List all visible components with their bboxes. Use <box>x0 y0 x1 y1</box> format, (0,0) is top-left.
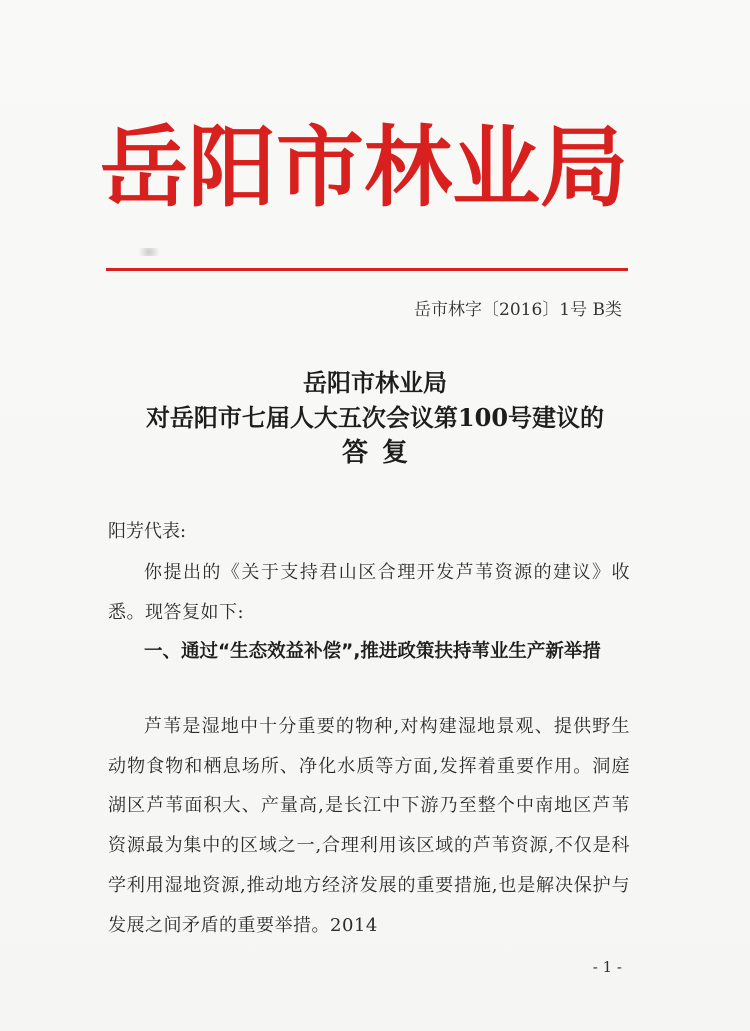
scan-speck <box>134 248 164 256</box>
salutation: 阳芳代表: <box>108 521 187 542</box>
title-line-1: 岳阳市林业局 <box>303 368 447 397</box>
body-paragraph: 芦苇是湿地中十分重要的物种,对构建湿地景观、提供野生动物食物和栖息场所、净化水质等方面,发挥着重要作用。洞庭湖区芦苇面积大、产量高,是长江中下游乃至整个中南地区芦苇资源最为集中的区域之一,合理利用该区域的芦苇资源,不仅是科学利用湿地资源,推动地方经济发展的重要措施,也是解决保护与发展之间矛盾的重要举措。2014 <box>108 716 630 936</box>
page-number: - 1 - <box>592 958 622 976</box>
intro-paragraph: 你提出的《关于支持君山区合理开发芦苇资源的建议》收悉。现答复如下: <box>108 562 630 623</box>
document-number: 岳市林字〔2016〕1号 B类 <box>414 300 622 320</box>
section-heading: 一、通过“生态效益补偿”,推进政策扶持苇业生产新举措 <box>144 641 601 662</box>
title-line-2: 对岳阳市七届人大五次会议第100号建议的 <box>145 403 605 432</box>
red-divider-line <box>106 268 628 271</box>
masthead-title: 岳阳市林业局 <box>100 115 629 219</box>
title-line-3: 答复 <box>341 438 422 468</box>
